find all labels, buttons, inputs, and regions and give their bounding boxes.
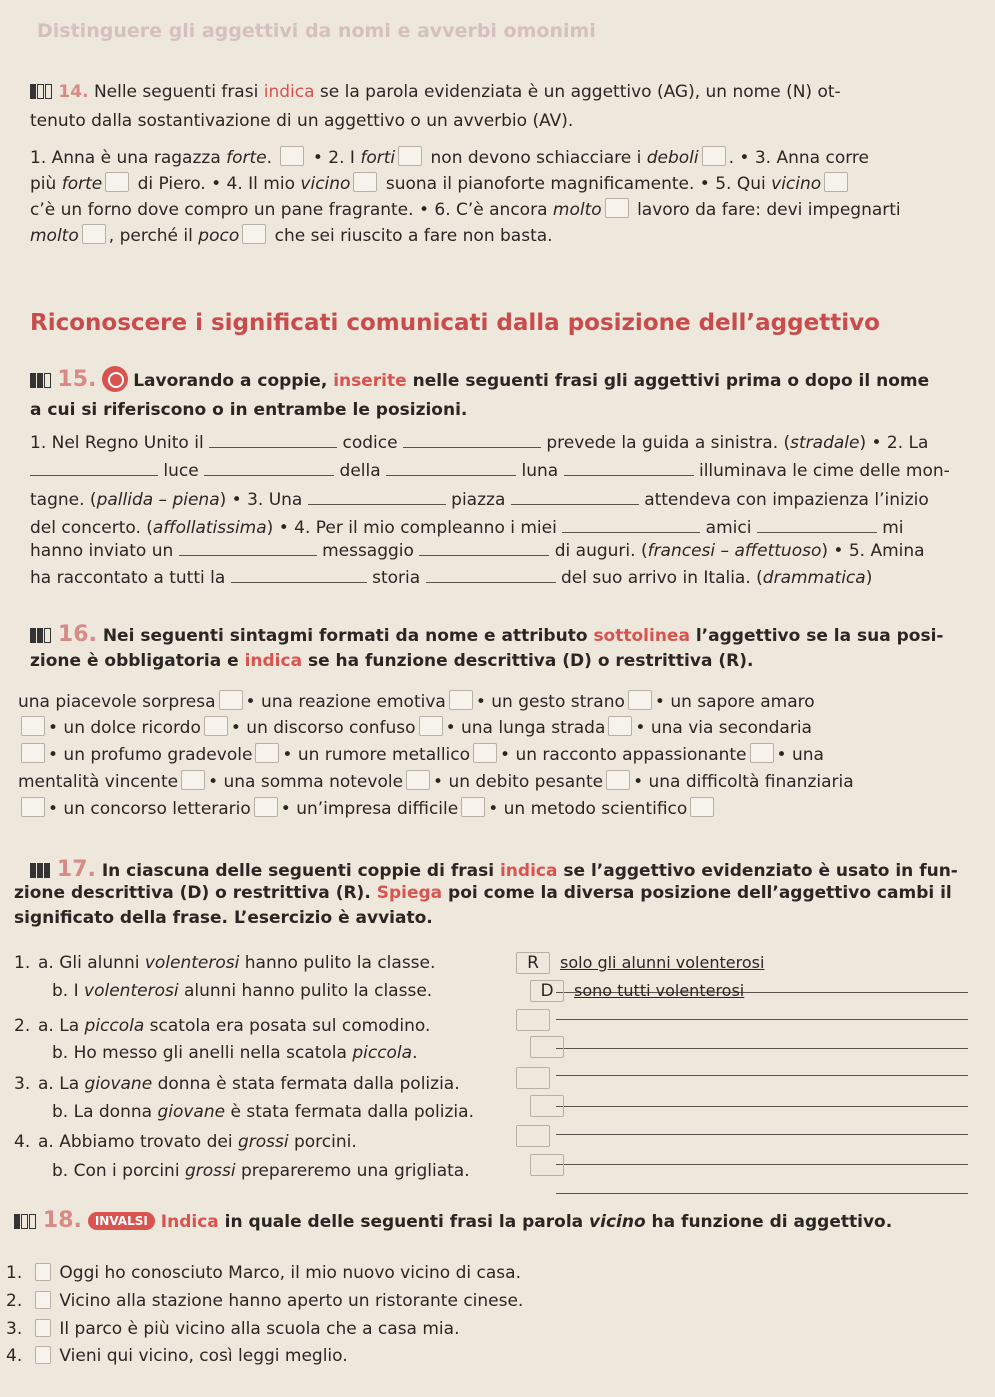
ex15-line: hanno inviato un messaggio di auguri. (francesi – affettuoso) • 5. Amina bbox=[30, 541, 925, 561]
answer-box[interactable] bbox=[204, 716, 228, 736]
exercise-17-item: b. Con i porcini grossi prepareremo una grigliata. bbox=[14, 1154, 574, 1181]
ex14-line: più forte di Piero. • 4. Il mio vicino suona il pianoforte magnificamente. • 5. Qui vicino bbox=[30, 172, 851, 194]
answer-box[interactable] bbox=[605, 198, 629, 218]
answer-bracket[interactable] bbox=[516, 1067, 550, 1089]
exercise-17-item: 2. a. La piccola scatola era posata sul comodino. bbox=[14, 1009, 560, 1036]
ex16-row: una piacevole sorpresa • una reazione emotiva • un gesto strano • un sapore amaro bbox=[18, 692, 815, 712]
answer-box[interactable] bbox=[608, 716, 632, 736]
difficulty-icon bbox=[14, 1214, 37, 1234]
answer-bracket[interactable] bbox=[530, 1095, 564, 1117]
ex14-line: molto , perché il poco che sei riuscito a fare non basta. bbox=[30, 226, 553, 246]
answer-box[interactable] bbox=[105, 172, 129, 192]
exercise-17-instructions: 17. In ciascuna delle seguenti coppie di frasi indica se l’aggettivo evidenziato è usato in fun- bbox=[30, 857, 958, 883]
answer-box[interactable] bbox=[398, 146, 422, 166]
answer-text: solo gli alunni volenterosi bbox=[560, 953, 765, 972]
ex15-line: del concerto. (affollatissima) • 4. Per il mio compleanno i miei amici mi bbox=[30, 518, 904, 538]
pair-work-icon bbox=[102, 366, 128, 392]
answer-line[interactable] bbox=[556, 1048, 968, 1049]
ex16-row: • un profumo gradevole • un rumore metallico • un racconto appassionante • una bbox=[18, 743, 824, 765]
blank-line[interactable] bbox=[419, 545, 549, 556]
blank-line[interactable] bbox=[30, 465, 158, 476]
answer-box[interactable] bbox=[181, 770, 205, 790]
answer-box[interactable] bbox=[353, 172, 377, 192]
answer-bracket[interactable]: R bbox=[516, 952, 550, 974]
exercise-number: 15. bbox=[57, 367, 97, 392]
exercise-17-item: 1. a. Gli alunni volenterosi hanno pulito la classe. R solo gli alunni volenterosi bbox=[14, 953, 765, 973]
ex15-line: ha raccontato a tutti la storia del suo arrivo in Italia. (drammatica) bbox=[30, 568, 873, 588]
answer-box[interactable] bbox=[419, 716, 443, 736]
blank-line[interactable] bbox=[562, 522, 700, 533]
answer-box[interactable] bbox=[690, 797, 714, 817]
blank-line[interactable] bbox=[564, 465, 694, 476]
answer-line[interactable] bbox=[556, 1193, 968, 1194]
answer-bracket[interactable] bbox=[530, 1036, 564, 1058]
option-item: 4. Vieni qui vicino, così leggi meglio. bbox=[6, 1346, 348, 1366]
instructions-line: tenuto dalla sostantivazione di un aggettivo o un avverbio (AV). bbox=[30, 111, 574, 131]
answer-box[interactable] bbox=[280, 146, 304, 166]
answer-bracket[interactable] bbox=[530, 1154, 564, 1176]
exercise-18-instructions: 18. INVALSI Indica in quale delle seguenti frasi la parola vicino ha funzione di aggettivo. bbox=[14, 1208, 892, 1234]
answer-box[interactable] bbox=[461, 797, 485, 817]
ex15-line: luce della luna illuminava le cime delle mon- bbox=[30, 461, 950, 481]
answer-box[interactable] bbox=[750, 743, 774, 763]
exercise-17-item: b. Ho messo gli anelli nella scatola piccola. bbox=[14, 1036, 574, 1063]
instructions-line: a cui si riferiscono o in entrambe le posizioni. bbox=[30, 400, 468, 420]
exercise-17-item: b. La donna giovane è stata fermata dalla polizia. bbox=[14, 1095, 574, 1122]
exercise-number: 17. bbox=[56, 857, 96, 882]
answer-box[interactable] bbox=[824, 172, 848, 192]
blank-line[interactable] bbox=[204, 465, 334, 476]
blank-line[interactable] bbox=[179, 545, 317, 556]
answer-box[interactable] bbox=[21, 743, 45, 763]
difficulty-icon bbox=[30, 863, 51, 883]
ex14-line: c’è un forno dove compro un pane fragrante. • 6. C’è ancora molto lavoro da fare: devi impegnarti bbox=[30, 200, 901, 220]
answer-line[interactable] bbox=[556, 1134, 968, 1135]
answer-box[interactable] bbox=[628, 690, 652, 710]
exercise-15-instructions: 15. Lavorando a coppie, inserite nelle seguenti frasi gli aggettivi prima o dopo il nome bbox=[30, 366, 929, 393]
option-checkbox[interactable] bbox=[35, 1346, 51, 1364]
blank-line[interactable] bbox=[231, 572, 367, 583]
answer-line[interactable] bbox=[556, 1106, 968, 1107]
ex16-row: • un dolce ricordo • un discorso confuso • una lunga strada • una via secondaria bbox=[18, 716, 812, 738]
blank-line[interactable] bbox=[386, 465, 516, 476]
blank-line[interactable] bbox=[511, 494, 639, 505]
ex15-line: tagne. (pallida – piena) • 3. Una piazza attendeva con impazienza l’inizio bbox=[30, 490, 929, 510]
instructions-line: significato della frase. L’esercizio è avviato. bbox=[14, 908, 433, 928]
answer-box[interactable] bbox=[254, 797, 278, 817]
exercise-number: 14. bbox=[58, 82, 89, 102]
ex16-row: mentalità vincente • una somma notevole • un debito pesante • una difficoltà finanziaria bbox=[18, 772, 854, 792]
blank-line[interactable] bbox=[403, 437, 541, 448]
exercise-14-instructions: 14. Nelle seguenti frasi indica se la parola evidenziata è un aggettivo (AG), un nome (N) ot- bbox=[30, 82, 841, 104]
difficulty-icon bbox=[30, 373, 52, 393]
exercise-16-instructions: 16. Nei seguenti sintagmi formati da nome e attributo sottolinea l’aggettivo se la sua posi- bbox=[30, 622, 944, 648]
blank-line[interactable] bbox=[426, 572, 556, 583]
invalsi-badge: INVALSI bbox=[88, 1212, 155, 1230]
answer-box[interactable] bbox=[473, 743, 497, 763]
option-checkbox[interactable] bbox=[35, 1291, 51, 1309]
answer-box[interactable] bbox=[449, 690, 473, 710]
exercise-17-item: 3. a. La giovane donna è stata fermata dalla polizia. bbox=[14, 1067, 560, 1094]
ex15-line: 1. Nel Regno Unito il codice prevede la guida a sinistra. (stradale) • 2. La bbox=[30, 433, 929, 453]
answer-bracket[interactable] bbox=[516, 1125, 550, 1147]
exercise-number: 18. bbox=[42, 1208, 82, 1233]
answer-line[interactable] bbox=[556, 1019, 968, 1020]
section-title: Riconoscere i significati comunicati dalla posizione dell’aggettivo bbox=[30, 310, 880, 336]
answer-box[interactable] bbox=[406, 770, 430, 790]
answer-box[interactable] bbox=[242, 224, 266, 244]
answer-box[interactable] bbox=[702, 146, 726, 166]
answer-box[interactable] bbox=[606, 770, 630, 790]
blank-line[interactable] bbox=[308, 494, 446, 505]
answer-bracket[interactable]: D bbox=[530, 980, 564, 1002]
instructions-line: zione è obbligatoria e indica se ha funzione descrittiva (D) o restrittiva (R). bbox=[30, 651, 754, 671]
answer-text: sono tutti volenterosi bbox=[574, 981, 745, 1000]
ex16-row: • un concorso letterario • un’impresa difficile • un metodo scientifico bbox=[18, 797, 717, 819]
exercise-17-item: 4. a. Abbiamo trovato dei grossi porcini. bbox=[14, 1125, 560, 1152]
ex14-line: 1. Anna è una ragazza forte. • 2. I forti non devono schiacciare i deboli . • 3. Anna corre bbox=[30, 148, 869, 168]
exercise-17-item: b. I volenterosi alunni hanno pulito la classe. D sono tutti volenterosi bbox=[52, 981, 745, 1001]
option-item: 1. Oggi ho conosciuto Marco, il mio nuovo vicino di casa. bbox=[6, 1263, 521, 1283]
option-checkbox[interactable] bbox=[35, 1319, 51, 1337]
answer-line[interactable] bbox=[556, 1164, 968, 1165]
difficulty-icon bbox=[30, 84, 53, 104]
answer-box[interactable] bbox=[255, 743, 279, 763]
answer-bracket[interactable] bbox=[516, 1009, 550, 1031]
answer-box[interactable] bbox=[21, 797, 45, 817]
answer-box[interactable] bbox=[219, 690, 243, 710]
answer-box[interactable] bbox=[21, 716, 45, 736]
option-checkbox[interactable] bbox=[35, 1263, 51, 1281]
section-title: Distinguere gli aggettivi da nomi e avverbi omonimi bbox=[37, 20, 596, 42]
blank-line[interactable] bbox=[209, 437, 337, 448]
instructions-line: zione descrittiva (D) o restrittiva (R). Spiega poi come la diversa posizione dell’aggettivo cambi il bbox=[14, 883, 952, 903]
answer-box[interactable] bbox=[82, 224, 106, 244]
difficulty-icon bbox=[30, 628, 52, 648]
exercise-number: 16. bbox=[57, 622, 97, 647]
answer-line[interactable] bbox=[556, 1075, 968, 1076]
blank-line[interactable] bbox=[757, 522, 877, 533]
option-item: 3. Il parco è più vicino alla scuola che a casa mia. bbox=[6, 1319, 460, 1339]
option-item: 2. Vicino alla stazione hanno aperto un ristorante cinese. bbox=[6, 1291, 524, 1311]
